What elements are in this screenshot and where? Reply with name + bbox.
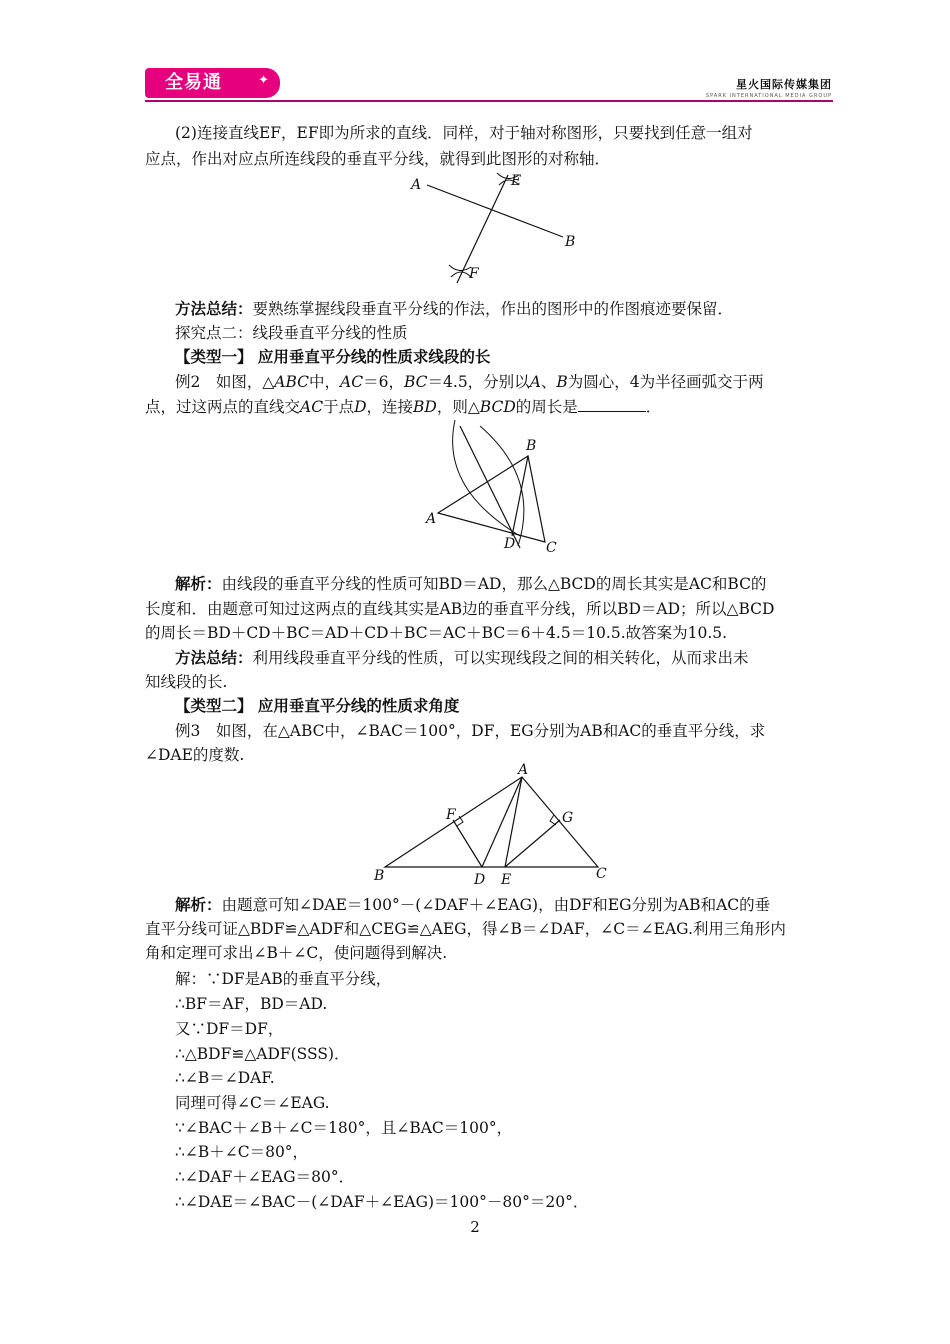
t: ． [645,398,662,416]
type1-bracket: 【类型一】 [175,347,253,366]
t: BCD [479,398,516,416]
star-icon: ✦ [258,73,270,88]
solution-step: ∴∠B＋∠C＝80°， [175,1143,309,1161]
solution-step: ∴∠DAE＝∠BAC－(∠DAF＋∠EAG)＝100°－80°＝20°． [175,1193,589,1211]
para1-line1: (2)连接直线EF，EF即为所求的直线．同样，对于轴对称图形，只要找到任意一组对 [175,124,753,142]
answer-blank [578,395,646,412]
solution-step: ∴BF＝AF，BD＝AD. [175,995,328,1013]
t: A [529,373,541,391]
type1-title: 应用垂直平分线的性质求线段的长 [257,347,491,366]
t: 的周长是 [515,398,578,416]
t: B [556,373,568,391]
t: 例2 如图，△ [175,373,275,391]
analysis3-line1 [175,893,770,917]
t: ABC [274,373,310,391]
label-c: C [546,540,557,556]
segment-ab [427,185,563,237]
figure-triangle-abc-two-bisectors [370,762,620,887]
logo-text: 全易通 [165,72,222,93]
solution-step: 又∵DF＝DF， [175,1020,284,1038]
t: ，则△ [436,398,480,416]
example3-line1: 例3 如图，在△ABC中，∠BAC＝100°，DF，EG分别为AB和AC的垂直平分线，求 [175,722,766,740]
t: ，连接 [366,398,414,416]
label-b: B [565,234,576,250]
method-label: 方法总结： [175,299,253,318]
page-number: 2 [470,1218,480,1236]
analysis3-line2: 直平分线可证△BDF≌△ADF和△CEG≌△AEG，得∠B＝∠DAF，∠C＝∠EAG.利用三角形内 [145,920,786,938]
analysis2-line3: 的周长＝BD＋CD＋BC＝AD＋CD＋BC＝AC＋BC＝6＋4.5＝10.5.故答案为10.5. [145,624,728,642]
label-a: A [426,511,437,527]
label-b: B [526,438,537,454]
segment-df [453,820,482,867]
analysis2-line1 [175,572,766,596]
segment-ae [505,777,522,867]
method-summary-1 [175,297,733,321]
triangle-abc [438,456,545,542]
solution-step: 同理可得∠C＝∠EAG. [175,1094,330,1112]
solution-step: ∵∠BAC＋∠B＋∠C＝180°，且∠BAC＝100°， [175,1119,513,1137]
t: D [354,398,367,416]
t: 中， [309,373,341,391]
method-text: 利用线段垂直平分线的性质，可以实现线段之间的相关转化，从而求出未 [252,649,749,667]
type2-title: 应用垂直平分线的性质求角度 [257,696,460,715]
label-d: D [504,536,516,552]
example3-line2: ∠DAE的度数. [145,746,245,764]
solution-step: ∴△BDF≌△ADF(SSS)． [175,1045,350,1063]
t: ＝6， [363,373,404,391]
label-c: C [596,866,607,882]
t: ＝4.5，分别以 [427,373,530,391]
brand-name-cn: 星火国际传媒集团 [736,78,832,91]
right-angle-f [457,816,463,826]
analysis-label: 解析： [175,895,222,914]
example2-line1 [175,370,764,394]
t: AC [340,373,364,391]
arc-from-a [480,426,524,546]
section-heading-2: 探究点二：线段垂直平分线的性质 [175,324,408,342]
t: 、 [540,373,557,391]
method-summary-2 [175,646,749,670]
t: AC [300,398,324,416]
analysis-text: 由线段的垂直平分线的性质可知BD＝AD，那么△BCD的周长其实是AC和BC的 [221,575,767,593]
analysis-label: 解析： [175,574,222,593]
label-e: E [501,872,512,887]
segment-eg [505,820,560,867]
label-e: E [511,173,522,189]
solution-step: 解：∵DF是AB的垂直平分线， [175,970,392,988]
method-label: 方法总结： [175,648,253,667]
example2-line2 [145,395,661,419]
brand-logo [145,68,280,98]
brand-name-en: SPARK INTERNATIONAL MEDIA GROUP [705,93,832,99]
bisector-line [460,426,520,548]
method-summary-2-line2: 知线段的长. [145,673,228,691]
analysis2-line2: 长度和．由题意可知过这两点的直线其实是AB边的垂直平分线，所以BD＝AD；所以△BCD [145,600,775,618]
solution-step: ∴∠DAF＋∠EAG＝80°． [175,1168,355,1186]
line-ef [457,175,508,283]
para1-line2: 应点，作出对应点所连线段的垂直平分线，就得到此图形的对称轴． [145,150,611,168]
label-a: A [411,177,422,193]
t: 于点 [323,398,355,416]
label-d: D [474,872,486,887]
arc-mark-f1 [449,265,471,271]
label-g: G [562,810,574,826]
type2-bracket: 【类型二】 [175,696,253,715]
publisher-brand [706,76,832,99]
figure-triangle-abc-bisector [420,418,570,558]
header-divider [145,100,833,102]
type2-heading [175,694,459,718]
t: BC [403,373,428,391]
label-a: A [518,762,529,778]
solution-step: ∴∠B＝∠DAF. [175,1069,275,1087]
type1-heading [175,345,490,369]
analysis-text: 由题意可知∠DAE＝100°－(∠DAF＋∠EAG)，由DF和EG分别为AB和AC的垂 [221,896,771,914]
figure-perpendicular-bisector-construction [395,165,595,290]
analysis3-line3: 角和定理可求出∠B＋∠C，使问题得到解决. [145,944,448,962]
t: 点，过这两点的直线交 [145,398,301,416]
method-text: 要熟练掌握线段垂直平分线的作法，作出的图形中的作图痕迹要保留． [252,300,734,318]
label-f: F [469,266,479,282]
label-f: F [446,807,456,823]
t: 为圆心，4为半径画弧交于两 [567,373,764,391]
t: BD [413,398,437,416]
arc-from-b [453,420,520,536]
label-b: B [374,868,385,884]
